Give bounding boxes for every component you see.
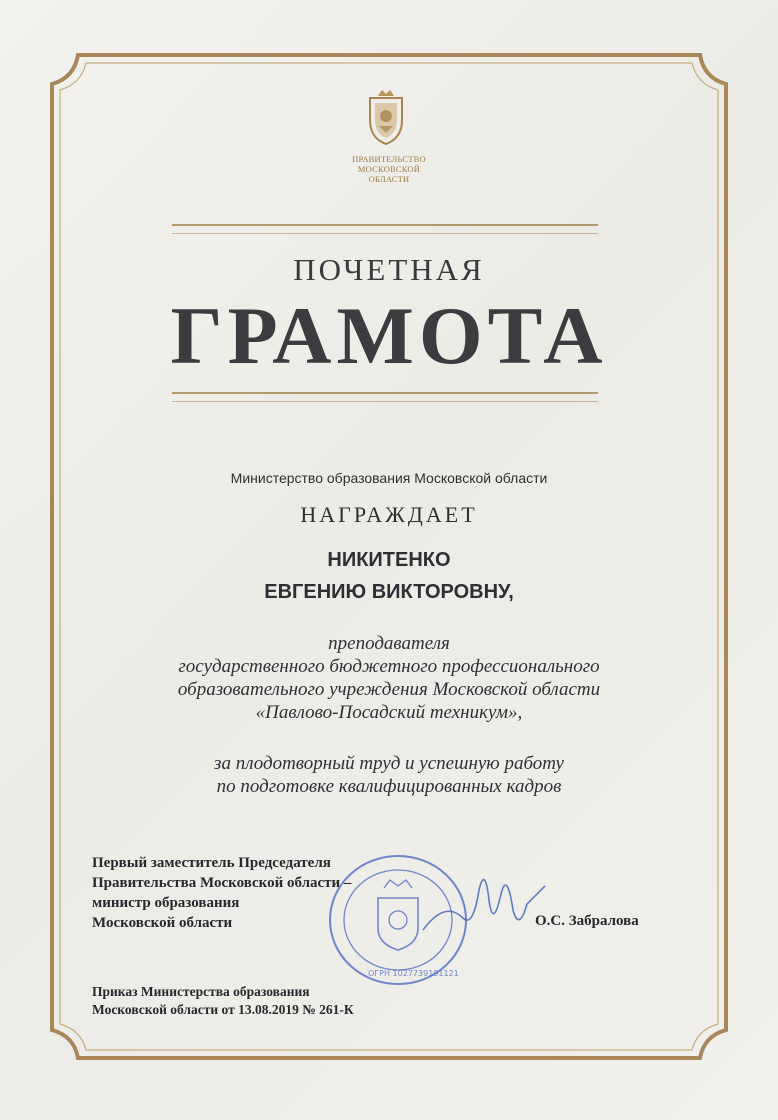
- coat-of-arms-icon: [360, 86, 412, 148]
- government-line-1: ПРАВИТЕЛЬСТВО: [352, 154, 426, 164]
- top-gold-rule: [172, 224, 598, 234]
- position-line: образовательного учреждения Московской области: [177, 679, 601, 700]
- bottom-gold-rule: [172, 392, 598, 402]
- signatory-title-line: министр образования: [92, 895, 240, 911]
- recipient-given-names: ЕВГЕНИЮ ВИКТОРОВНУ,: [264, 581, 514, 603]
- signatory-name: О.С. Забралова: [535, 913, 639, 929]
- signatory-title-line: Первый заместитель Председателя: [92, 855, 331, 871]
- title-honorary: ПОЧЕТНАЯ: [293, 252, 485, 287]
- title-certificate: ГРАМОТА: [170, 290, 608, 381]
- reason-line: за плодотворный труд и успешную работу: [214, 753, 564, 774]
- seal-registration-text: ОГРН 1027739191121: [368, 969, 459, 978]
- signatory-title: [92, 853, 351, 933]
- awards-heading: НАГРАЖДАЕТ: [300, 502, 478, 527]
- handwritten-signature-icon: [415, 860, 555, 950]
- signatory-title-line: Правительства Московской области –: [92, 875, 352, 891]
- award-reason: [0, 752, 778, 798]
- recipient-position: [0, 632, 778, 724]
- order-line: Приказ Министерства образования: [92, 984, 310, 999]
- issuer-ministry: Министерство образования Московской области: [230, 470, 548, 486]
- recipient-name: [0, 544, 778, 608]
- order-reference: [92, 983, 354, 1019]
- reason-line: по подготовке квалифицированных кадров: [216, 776, 562, 797]
- position-line: преподавателя: [328, 633, 450, 654]
- signatory-title-line: Московской области: [92, 915, 233, 931]
- position-line: государственного бюджетного профессионального: [178, 656, 600, 677]
- order-line: Московской области от 13.08.2019 № 261-К: [92, 1002, 354, 1017]
- government-line-2: МОСКОВСКОЙ: [357, 164, 421, 174]
- government-line-3: ОБЛАСТИ: [368, 174, 410, 184]
- recipient-surname: НИКИТЕНКО: [327, 549, 451, 571]
- position-line: «Павлово-Посадский техникум»,: [255, 702, 523, 723]
